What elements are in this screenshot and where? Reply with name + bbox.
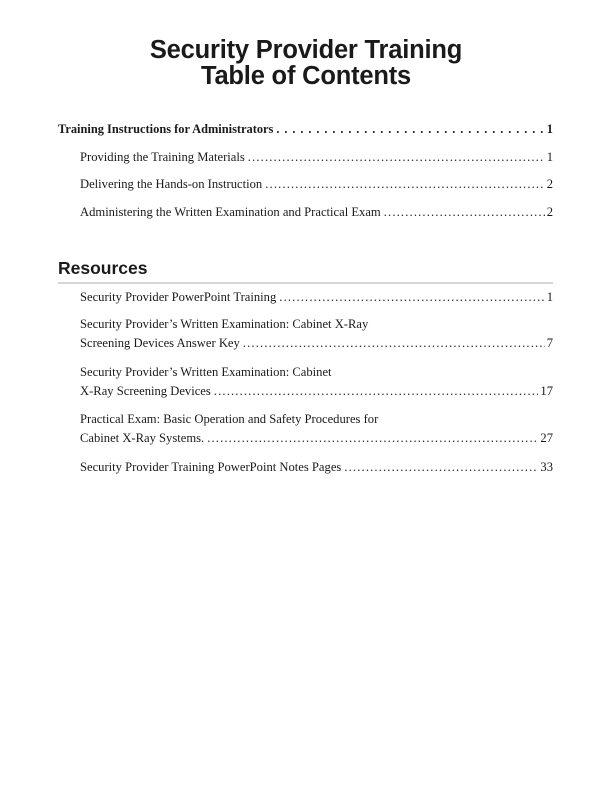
toc-page-number: 1 [546,150,553,164]
toc-entry[interactable] [58,365,553,399]
toc-entry-delivering-instruction[interactable] [58,177,553,192]
toc-page-number: 1 [546,122,553,136]
resources-heading: Resources [58,258,553,284]
toc-page-number: 7 [546,336,553,350]
toc-entry[interactable] [58,460,553,475]
toc-page-number: 33 [540,460,553,474]
dot-leader [344,460,538,475]
dot-leader [384,205,545,220]
toc-entry-administering-exam[interactable] [58,205,553,220]
dot-leader [248,150,545,165]
toc-entry-practical-exam[interactable] [58,431,553,446]
toc-entry-label: Security Provider Training PowerPoint Notes Pages [80,460,342,474]
dot-leader [276,122,542,137]
toc-entry[interactable] [58,205,553,220]
toc-page-number: 1 [546,290,553,304]
toc-entry-label: Cabinet X-Ray Systems. [80,431,205,445]
toc-entry-notes-pages[interactable] [58,460,553,475]
dot-leader [279,290,544,305]
toc-page-number: 2 [546,205,553,219]
toc-entry-label-line1: Practical Exam: Basic Operation and Safety Procedures for [80,412,379,426]
toc-main-section [58,122,553,137]
toc-entry-label: Screening Devices Answer Key [80,336,240,350]
toc-page-number: 17 [540,384,553,398]
toc-entry[interactable] [58,317,553,351]
toc-entry-label-line1: Security Provider’s Written Examination: Cabinet X-Ray [80,317,369,331]
toc-entry-powerpoint-training[interactable] [58,290,553,305]
title-line-1: Security Provider Training [149,36,463,64]
toc-entry[interactable] [58,412,553,446]
page-title [0,37,612,89]
toc-entry-label: Providing the Training Materials [80,150,245,164]
toc-entry-label-line1: Security Provider’s Written Examination: Cabinet [80,365,332,379]
toc-entry-label: Security Provider PowerPoint Training [80,290,277,304]
dot-leader [207,431,538,446]
toc-entry[interactable] [58,177,553,192]
toc-entry-label: Delivering the Hands-on Instruction [80,177,263,191]
toc-entry-written-exam[interactable] [58,384,553,399]
toc-entry-label: X-Ray Screening Devices [80,384,211,398]
title-line-2: Table of Contents [200,62,412,90]
dot-leader [214,384,539,399]
toc-page-number: 2 [546,177,553,191]
dot-leader [265,177,544,192]
toc-heading-training-instructions[interactable] [58,122,553,137]
toc-entry[interactable] [58,290,553,305]
toc-entry-label: Training Instructions for Administrators [58,122,274,136]
toc-page-number: 27 [540,431,553,445]
toc-entry-answer-key[interactable] [58,336,553,351]
toc-entry[interactable] [58,150,553,165]
toc-entry-label: Administering the Written Examination and Practical Exam [80,205,381,219]
toc-entry-providing-materials[interactable] [58,150,553,165]
dot-leader [243,336,545,351]
